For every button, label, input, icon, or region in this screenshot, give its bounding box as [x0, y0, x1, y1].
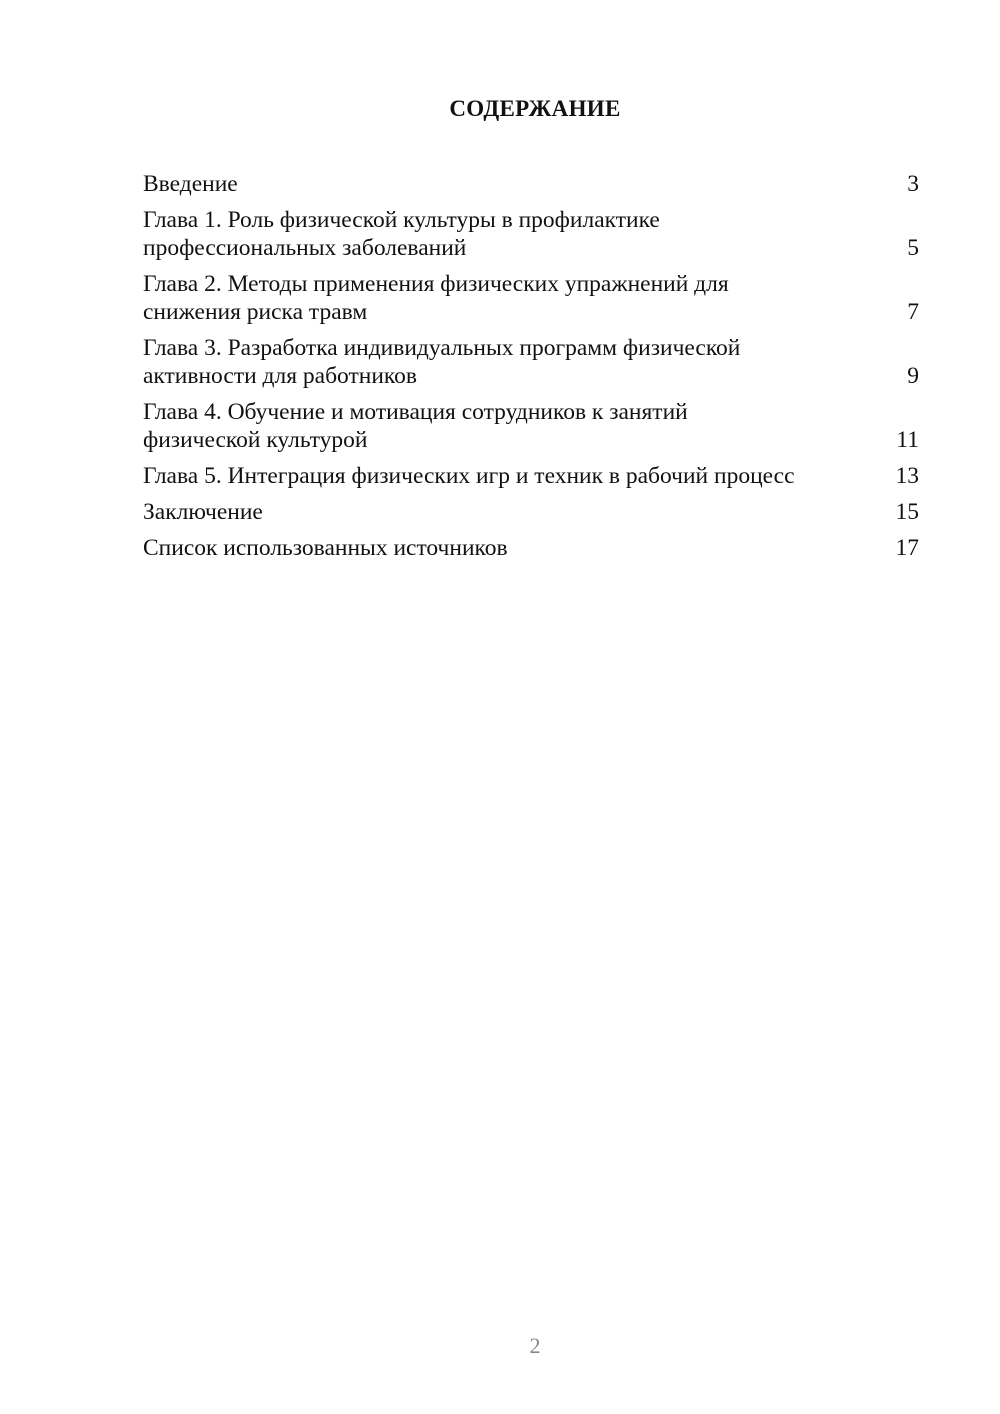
toc-entry-references [143, 534, 919, 562]
toc-entry-title: Глава 3. Разработка индивидуальных программ физической активности для работников [143, 335, 741, 389]
toc-entry-conclusion [143, 498, 919, 526]
toc-entry-title: Введение [143, 171, 238, 197]
toc-entry-chapter-2 [143, 270, 919, 326]
page-number: 2 [529, 1333, 541, 1358]
toc-entry-title: Глава 4. Обучение и мотивация сотрудников к занятий физической культурой [143, 399, 688, 453]
toc-entry-chapter-5 [143, 462, 919, 490]
toc-entry-page-number: 13 [895, 463, 919, 489]
toc-entry-title: Заключение [143, 499, 263, 525]
page-title: СОДЕРЖАНИЕ [449, 96, 621, 121]
toc-entry-chapter-1 [143, 206, 919, 262]
toc-entry-page-number: 3 [907, 171, 919, 197]
toc-entry-title: Список использованных источников [143, 535, 508, 561]
toc-entry-page-number: 5 [907, 235, 919, 261]
toc-entry-page-number: 15 [895, 499, 919, 525]
toc-entry-chapter-4 [143, 398, 919, 454]
toc-entry-title: Глава 1. Роль физической культуры в профилактике профессиональных заболеваний [143, 207, 660, 261]
toc-entry-chapter-3 [143, 334, 919, 390]
toc-entry-page-number: 7 [907, 299, 919, 325]
toc-entry-page-number: 9 [907, 363, 919, 389]
toc-entry-page-number: 11 [896, 427, 919, 453]
toc-entry-title: Глава 5. Интеграция физических игр и техник в рабочий процесс [143, 463, 795, 489]
table-of-contents [143, 170, 919, 570]
toc-entry-title: Глава 2. Методы применения физических упражнений для снижения риска травм [143, 271, 729, 325]
toc-entry-introduction [143, 170, 919, 198]
toc-entry-page-number: 17 [895, 535, 919, 561]
